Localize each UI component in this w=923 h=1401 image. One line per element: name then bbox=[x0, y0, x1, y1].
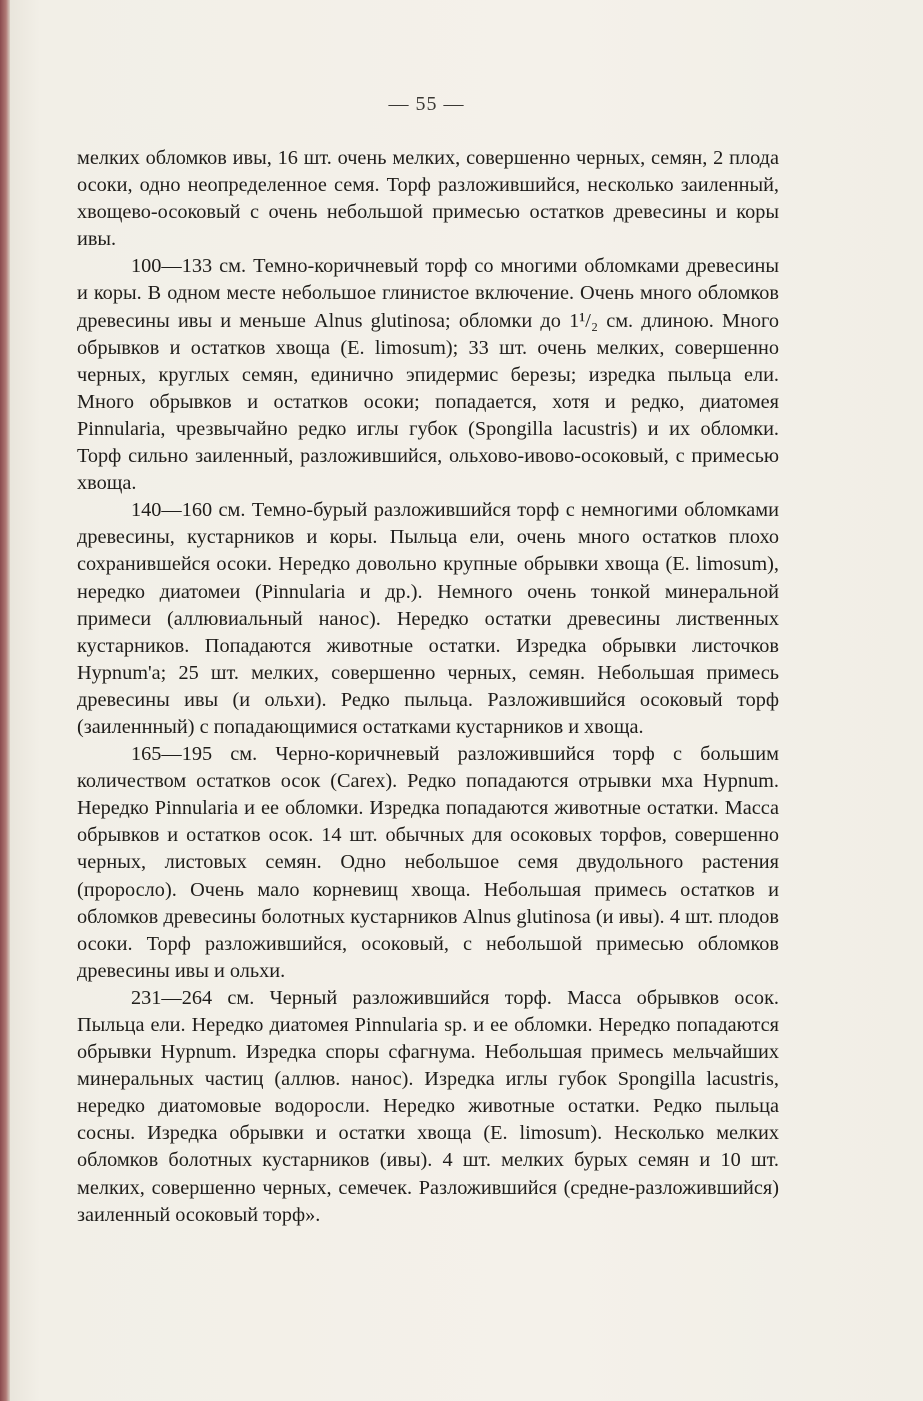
paragraph-sample-140-160: 140—160 см. Темно-бурый разложившийся торф с немногими обломками древесины, кустарников и коры. Пыльца ели, очень много остатков плохо сохранившейся осоки. Нередко довольно крупные обрывки хвоща (E. limosum), нередко диатомеи (Pinnularia и др.). Немного очень тонкой минеральной примеси (аллювиальный нанос). Нередко остатки древесины лиственных кустарников. Попадаются животные остатки. Изредка обрывки листочков Hypnum'a; 25 шт. мелких, совершенно черных, семян. Небольшая примесь древесины ивы (и ольхи). Редко пыльца. Разложившийся осоковый торф (заиленнный) с попадающимися остатками кустарников и хвоща. bbox=[77, 499, 779, 738]
paragraph-continuation: мелких обломков ивы, 16 шт. очень мелких, совершенно черных, семян, 2 плода осоки, одно неопределенное семя. Торф разложившийся, несколько заиленный, хвощево-осоковый с очень небольшой примесью остатков древесины и коры ивы. bbox=[77, 147, 779, 251]
paragraph-sample-100-133: 100—133 см. Темно-коричневый торф со многими обломками древесины и коры. В одном месте небольшое глинистое включение. Очень много обломков древесины ивы и меньше Alnus glutinosa; обломки до 1¹/₂ см. длиною. Много обрывков и остатков хвоща (E. limosum); 33 шт. очень мелких, совершенно черных, круглых семян, единично эпидермис березы; изредка пыльца ели. Много обрывков и остатков осоки; попадается, хотя и редко, диатомея Pinnularia, чрезвычайно редко иглы губок (Spongilla lacustris) и их обломки. Торф сильно заиленный, разложившийся, ольховo-ивово-осоковый, с примесью хвоща. bbox=[77, 255, 779, 495]
binding-edge bbox=[0, 0, 10, 1401]
paragraph-sample-165-195: 165—195 см. Черно-коричневый разложившийся торф с большим количеством остатков осок (Carex). Редко попадаются отрывки мха Hypnum. Нередко Pinnularia и ее обломки. Изредка попадаются животные остатки. Масса обрывков и остатков осок. 14 шт. обычных для осоковых торфов, совершенно черных, листовых семян. Одно небольшое семя двудольного растения (проросло). Очень мало корневищ хвоща. Небольшая примесь остатков и обломков древесины болотных кустарников Alnus glutinosa (и ивы). 4 шт. плодов осоки. Торф разложившийся, осоковый, с небольшой примесью обломков древесины ивы и ольхи. bbox=[77, 743, 779, 982]
page-number: — 55 — bbox=[388, 93, 465, 115]
paragraph-sample-231-264: 231—264 см. Черный разложившийся торф. Масса обрывков осок. Пыльца ели. Нередко диатомея Pinnularia sp. и ее обломки. Нередко попадаются обрывки Hypnum. Изредка споры сфагнума. Небольшая примесь мельчайших минеральных частиц (аллюв. нанос). Изредка иглы губок Spongilla lacustris, нередко диатомовые водоросли. Нередко животные остатки. Редко пыльца сосны. Изредка обрывки и остатки хвоща (E. limosum). Несколько мелких обломков болотных кустарников (ивы). 4 шт. мелких бурых семян и 10 шт. мелких, совершенно черных, семечек. Разложившийся (средне-разложившийся) заиленный осоковый торф». bbox=[77, 986, 779, 1226]
body-text bbox=[77, 145, 779, 1229]
